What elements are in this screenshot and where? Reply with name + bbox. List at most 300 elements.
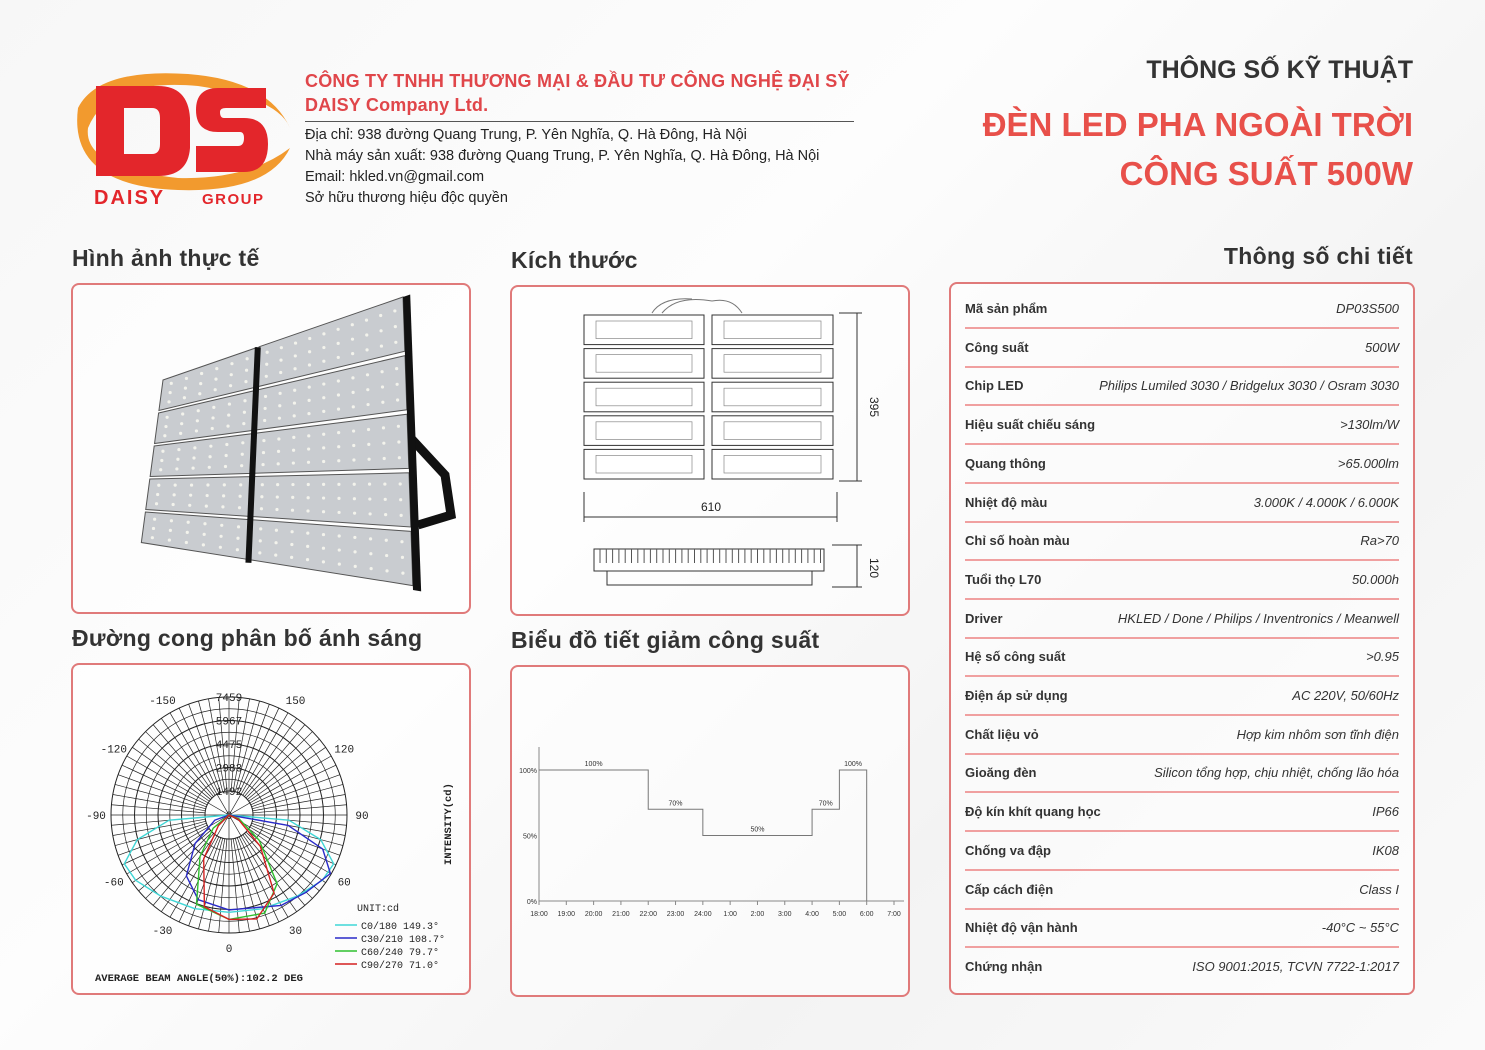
beam-angle-footer: AVERAGE BEAM ANGLE(50%):102.2 DEG	[95, 973, 303, 985]
led-chip	[293, 401, 296, 404]
led-chip	[338, 548, 341, 551]
led-chip	[337, 497, 340, 500]
led-chip	[337, 483, 340, 486]
led-chip	[393, 309, 396, 312]
led-chip	[400, 540, 403, 543]
spec-row	[965, 406, 1399, 445]
led-chip	[307, 447, 310, 450]
led-chip	[322, 382, 325, 385]
led-chip	[307, 496, 310, 499]
module-outline	[584, 349, 704, 379]
led-chip	[322, 560, 325, 563]
led-chip	[263, 419, 266, 422]
segment-label: 100%	[584, 761, 603, 768]
dimension-drawing	[512, 287, 908, 614]
led-chip	[222, 494, 225, 497]
led-chip	[352, 444, 355, 447]
power-step-line	[539, 770, 867, 901]
led-chip	[208, 466, 211, 469]
led-chip	[308, 337, 311, 340]
grid-spoke	[113, 795, 206, 811]
led-chip	[306, 545, 309, 548]
angle-tick-label: -60	[103, 877, 124, 890]
led-chip	[157, 484, 160, 487]
led-chip	[384, 498, 387, 501]
led-chip	[367, 428, 370, 431]
spec-label: Công suất	[965, 339, 1029, 355]
x-tick-label: 22:00	[639, 911, 657, 918]
dimming-panel	[510, 665, 910, 997]
led-chip	[292, 449, 295, 452]
led-chip	[351, 376, 354, 379]
led-chip	[380, 344, 383, 347]
led-chip	[230, 373, 233, 376]
led-chip	[238, 506, 241, 509]
angle-tick-label: -120	[100, 744, 128, 757]
led-chip	[337, 356, 340, 359]
factory-address: Nhà máy sản xuất: 938 đường Quang Trung, P. Yên Nghĩa, Q. Hà Đông, Hà Nội	[305, 148, 820, 164]
led-module	[250, 520, 413, 586]
spec-value: Hợp kim nhôm sơn tĩnh điện	[1236, 726, 1399, 742]
divider	[305, 121, 854, 122]
spec-label: Chất liệu vỏ	[965, 726, 1039, 742]
led-chip	[366, 373, 369, 376]
spec-value: IP66	[1372, 804, 1399, 820]
led-chip	[174, 484, 177, 487]
led-chip	[262, 451, 265, 454]
spec-row	[965, 600, 1399, 639]
angle-tick-label: -90	[86, 811, 106, 823]
logo-group-text: GROUP	[202, 191, 265, 208]
spec-label: Nhiệt độ màu	[965, 494, 1048, 510]
led-chip	[279, 392, 282, 395]
led-chip	[228, 402, 231, 405]
led-chip	[337, 431, 340, 434]
spec-label: Hệ số công suất	[965, 649, 1066, 665]
led-chip	[229, 384, 232, 387]
led-chip	[353, 550, 356, 553]
led-chip	[307, 483, 310, 486]
led-chip	[322, 410, 325, 413]
led-chip	[337, 445, 340, 448]
led-chip	[366, 388, 369, 391]
led-chip	[152, 527, 155, 530]
radial-tick-label: 2983	[215, 763, 243, 776]
led-chip	[259, 527, 262, 530]
dimension-width-label: 610	[701, 500, 722, 514]
spec-row	[965, 909, 1399, 948]
led-chip	[180, 422, 183, 425]
led-chip	[280, 346, 283, 349]
led-chip	[265, 375, 268, 378]
angle-tick-label: 60	[337, 877, 351, 890]
x-tick-label: 18:00	[530, 911, 548, 918]
led-chip	[163, 434, 166, 437]
led-chip	[225, 443, 228, 446]
led-chip	[276, 483, 279, 486]
spec-value: 500W	[1365, 339, 1399, 355]
led-chip	[399, 482, 402, 485]
led-chip	[294, 341, 297, 344]
led-chip	[351, 338, 354, 341]
led-chip	[385, 554, 388, 557]
led-chip	[170, 519, 173, 522]
led-chip	[367, 443, 370, 446]
module-outline	[584, 449, 704, 479]
led-chip	[261, 483, 264, 486]
led-chip	[379, 314, 382, 317]
doc-type-title: THÔNG SỐ KỸ THUẬT	[1146, 56, 1413, 84]
led-chip	[308, 350, 311, 353]
spec-label: Độ kín khít quang học	[965, 804, 1101, 820]
led-chip	[353, 536, 356, 539]
grid-spoke	[209, 839, 225, 932]
spec-value: >130lm/W	[1340, 417, 1399, 433]
led-chip	[322, 346, 325, 349]
section-title-photo: Hình ảnh thực tế	[72, 245, 260, 271]
led-chip	[291, 496, 294, 499]
led-chip	[224, 465, 227, 468]
spec-row	[965, 754, 1399, 793]
spec-label: Điện áp sử dụng	[965, 688, 1068, 703]
email: Email: hkled.vn@gmail.com	[305, 169, 485, 185]
spec-row	[965, 445, 1399, 484]
led-chip	[181, 412, 184, 415]
spec-label: Chip LED	[965, 378, 1024, 394]
x-tick-label: 24:00	[694, 911, 712, 918]
led-chip	[322, 483, 325, 486]
led-chip	[200, 372, 203, 375]
led-chip	[274, 554, 277, 557]
led-chip	[351, 352, 354, 355]
led-chip	[352, 429, 355, 432]
led-chip	[219, 546, 222, 549]
led-chip	[220, 524, 223, 527]
led-chip	[264, 395, 267, 398]
led-chip	[322, 332, 325, 335]
module-outline	[712, 382, 833, 412]
led-chip	[193, 446, 196, 449]
led-chip	[170, 382, 173, 385]
led-chip	[187, 521, 190, 524]
led-chip	[337, 511, 340, 514]
module-outline	[712, 315, 833, 345]
x-tick-label: 1:00	[723, 911, 737, 918]
spec-label: Quang thông	[965, 455, 1046, 471]
led-chip	[337, 407, 340, 410]
radial-tick-label: 7459	[215, 693, 243, 705]
led-chip	[337, 328, 340, 331]
led-chip	[196, 419, 199, 422]
led-chip	[379, 329, 382, 332]
grid-spoke	[239, 708, 279, 793]
angle-tick-label: 150	[285, 695, 306, 708]
spec-value: 50.000h	[1352, 571, 1399, 587]
led-chip	[159, 468, 162, 471]
led-chip	[184, 387, 187, 390]
spec-value: >0.95	[1366, 649, 1399, 665]
led-chip	[275, 529, 278, 532]
led-chip	[166, 416, 169, 419]
led-chip	[322, 360, 325, 363]
led-chip	[290, 556, 293, 559]
led-chip	[160, 459, 163, 462]
led-chip	[395, 367, 398, 370]
spec-row	[965, 367, 1399, 406]
led-chip	[353, 512, 356, 515]
led-chip	[398, 456, 401, 459]
led-chip	[246, 357, 249, 360]
spec-row	[965, 561, 1399, 600]
led-chip	[226, 424, 229, 427]
led-module	[141, 512, 249, 559]
section-title-specs: Thông số chi tiết	[1223, 243, 1413, 269]
dimension-height-label: 395	[867, 397, 881, 418]
company-name-vi: CÔNG TY TNHH THƯƠNG MẠI & ĐẦU TƯ CÔNG NGHỆ ĐẠI SỸ	[305, 71, 850, 91]
section-title-dimming: Biểu đồ tiết giảm công suất	[511, 627, 820, 653]
led-chip	[161, 450, 164, 453]
spec-label: Nhiệt độ vận hành	[965, 920, 1078, 936]
grid-spoke	[253, 795, 346, 811]
led-chip	[183, 396, 186, 399]
led-chip	[394, 341, 397, 344]
led-chip	[381, 401, 384, 404]
led-chip	[169, 391, 172, 394]
led-chip	[337, 393, 340, 396]
section-title-dimensions: Kích thước	[511, 247, 638, 273]
led-chip	[366, 403, 369, 406]
segment-label: 70%	[668, 800, 683, 808]
led-chip	[185, 377, 188, 380]
spec-value: HKLED / Done / Philips / Inventronics / Meanwell	[1117, 610, 1399, 626]
led-chip	[322, 547, 325, 550]
led-chip	[290, 543, 293, 546]
led-chip	[189, 494, 192, 497]
led-chip	[322, 446, 325, 449]
led-chip	[212, 406, 215, 409]
led-chip	[177, 448, 180, 451]
series-curve	[204, 815, 274, 919]
led-chip	[307, 461, 310, 464]
dimming-chart	[512, 667, 908, 995]
segment-label: 50%	[750, 826, 765, 834]
legend-label: C60/240 79.7°	[361, 948, 440, 959]
led-chip	[241, 441, 244, 444]
spec-row	[965, 716, 1399, 755]
led-chip	[198, 392, 201, 395]
spec-label: Cấp cách điện	[965, 881, 1054, 897]
angle-tick-label: 30	[288, 926, 303, 939]
x-tick-label: 5:00	[832, 911, 847, 918]
led-chip	[205, 504, 208, 507]
led-chip	[370, 567, 373, 570]
led-chip	[394, 325, 397, 328]
spec-value: AC 220V, 50/60Hz	[1292, 688, 1399, 703]
segment-label: 100%	[844, 761, 862, 768]
led-chip	[369, 512, 372, 515]
led-chip	[173, 493, 176, 496]
led-chip	[353, 497, 356, 500]
led-chip	[208, 455, 211, 458]
spec-row	[965, 638, 1399, 677]
spec-value: Class I	[1359, 881, 1399, 897]
spec-label: Chỉ số hoàn màu	[965, 533, 1070, 549]
grid-spoke	[115, 784, 206, 808]
led-chip	[351, 323, 354, 326]
led-chip	[239, 483, 242, 486]
company-name-en: DAISY Company Ltd.	[305, 95, 489, 115]
led-chip	[385, 539, 388, 542]
led-chip	[383, 482, 386, 485]
led-chip	[277, 437, 280, 440]
led-chip	[211, 427, 214, 430]
spec-label: Tuổi thọ L70	[965, 571, 1042, 587]
angle-tick-label: -150	[149, 695, 176, 708]
spec-label: Chứng nhận	[965, 958, 1043, 974]
led-chip	[211, 416, 214, 419]
led-chip	[223, 483, 226, 486]
x-tick-label: 2:00	[750, 911, 765, 918]
led-chip	[385, 569, 388, 572]
led-chip	[322, 396, 325, 399]
led-chip	[337, 459, 340, 462]
led-chip	[219, 535, 222, 538]
led-chip	[275, 508, 278, 511]
trademark-note: Sở hữu thương hiệu độc quyền	[305, 190, 508, 206]
led-chip	[265, 363, 268, 366]
led-chip	[195, 429, 198, 432]
led-chip	[276, 495, 279, 498]
grid-spoke	[122, 765, 207, 805]
module-outline	[584, 315, 704, 345]
x-tick-label: 23:00	[666, 911, 685, 918]
x-tick-label: 19:00	[557, 911, 576, 918]
led-chip	[242, 422, 245, 425]
led-chip	[239, 495, 242, 498]
product-photo	[73, 285, 469, 612]
led-chip	[260, 507, 263, 510]
led-chip	[191, 467, 194, 470]
led-chip	[381, 385, 384, 388]
led-chip	[368, 483, 371, 486]
legend-label: C0/180 149.3°	[361, 922, 440, 933]
led-chip	[260, 495, 263, 498]
led-module	[252, 473, 411, 527]
product-title-line2: CÔNG SUẤT 500W	[1119, 155, 1413, 192]
led-chip	[294, 354, 297, 357]
led-chip	[369, 537, 372, 540]
led-chip	[322, 533, 325, 536]
led-chip	[236, 548, 239, 551]
led-chip	[308, 386, 311, 389]
angle-tick-label: 120	[334, 744, 355, 757]
led-chip	[155, 502, 158, 505]
led-chip	[203, 522, 206, 525]
module-outline	[584, 382, 704, 412]
led-chip	[277, 450, 280, 453]
led-chip	[227, 413, 230, 416]
angle-tick-label: -30	[152, 926, 173, 939]
led-chip	[352, 458, 355, 461]
spec-row	[965, 793, 1399, 832]
led-chip	[322, 510, 325, 513]
y-tick-label: 100%	[519, 768, 537, 775]
led-chip	[365, 333, 368, 336]
led-chip	[308, 399, 311, 402]
product-photo-panel	[71, 283, 471, 614]
spec-value: Ra>70	[1360, 533, 1399, 549]
radial-tick-label: 0	[225, 811, 233, 823]
module-outline	[712, 416, 833, 446]
led-chip	[307, 434, 310, 437]
led-chip	[352, 405, 355, 408]
led-chip	[293, 389, 296, 392]
led-chip	[199, 382, 202, 385]
spec-value: >65.000lm	[1337, 455, 1399, 471]
led-chip	[397, 425, 400, 428]
led-chip	[367, 458, 370, 461]
x-tick-label: 4:00	[805, 911, 819, 918]
led-chip	[203, 533, 206, 536]
dimension-drawing-panel	[510, 285, 910, 616]
spec-value: Silicon tổng hợp, chịu nhiệt, chống lão hóa	[1154, 765, 1399, 781]
led-chip	[169, 529, 172, 532]
led-chip	[369, 552, 372, 555]
led-chip	[397, 440, 400, 443]
led-chip	[266, 351, 269, 354]
led-chip	[202, 543, 205, 546]
product-title-line1: ĐÈN LED PHA NGOÀI TRỜI	[982, 106, 1413, 143]
x-tick-label: 21:00	[612, 911, 630, 918]
spec-row	[965, 484, 1399, 523]
led-chip	[264, 407, 267, 410]
led-chip	[197, 409, 200, 412]
led-chip	[192, 456, 195, 459]
led-chip	[214, 378, 217, 381]
led-chip	[172, 503, 175, 506]
spec-row	[965, 290, 1399, 329]
led-chip	[396, 383, 399, 386]
module-outline	[584, 416, 704, 446]
led-chip	[308, 363, 311, 366]
company-contact	[305, 125, 819, 209]
led-chip	[243, 399, 246, 402]
led-chip	[322, 496, 325, 499]
spec-label: Gioăng đèn	[965, 765, 1037, 781]
led-chip	[384, 513, 387, 516]
light-distribution-panel	[71, 663, 471, 995]
x-tick-label: 3:00	[777, 911, 792, 918]
led-chip	[274, 541, 277, 544]
cables	[652, 299, 742, 313]
side-view-lens	[607, 571, 812, 585]
angle-tick-label: 0	[225, 944, 233, 956]
spec-table	[949, 282, 1415, 995]
led-chip	[237, 525, 240, 528]
led-chip	[338, 534, 341, 537]
led-chip	[399, 498, 402, 501]
led-chip	[241, 453, 244, 456]
led-chip	[365, 348, 368, 351]
led-chip	[293, 367, 296, 370]
led-chip	[401, 556, 404, 559]
led-chip	[322, 460, 325, 463]
led-chip	[186, 531, 189, 534]
led-chip	[230, 362, 233, 365]
grid-spoke	[251, 765, 336, 805]
spec-value: 3.000K / 4.000K / 6.000K	[1253, 494, 1399, 510]
spec-label: Driver	[965, 610, 1003, 626]
